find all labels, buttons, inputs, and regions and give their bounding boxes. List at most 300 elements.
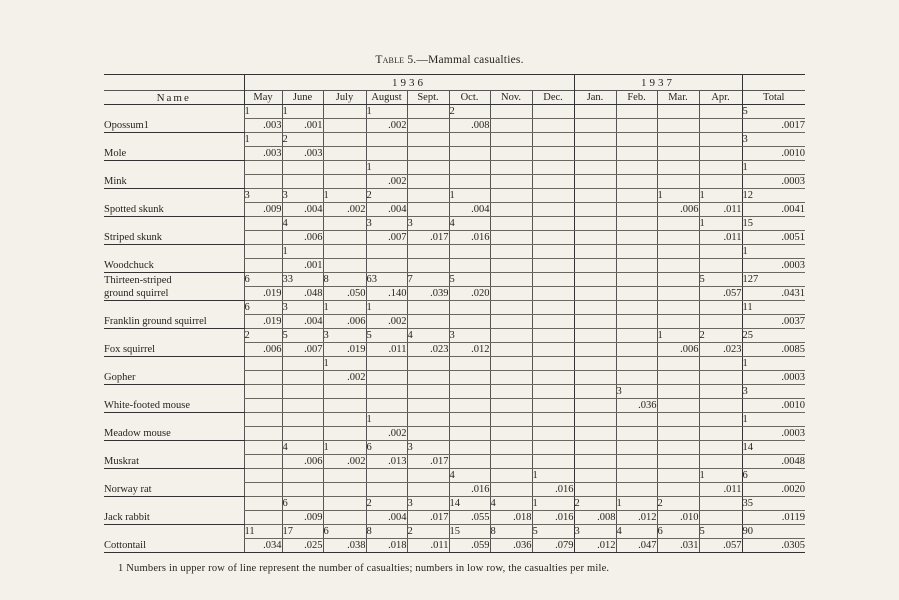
per-mile-cell xyxy=(282,483,323,497)
count-cell: 12 xyxy=(742,189,805,203)
count-cell: 4 xyxy=(282,441,323,455)
count-cell xyxy=(366,133,407,147)
count-cell: 1 xyxy=(282,105,323,119)
table-row-per-mile xyxy=(104,147,805,161)
count-cell xyxy=(244,217,282,231)
per-mile-cell: .048 xyxy=(282,287,323,301)
count-cell xyxy=(282,161,323,175)
year-1937-header: 1937 xyxy=(574,75,742,91)
count-cell: 1 xyxy=(657,329,699,343)
count-cell: 4 xyxy=(616,525,657,539)
per-mile-cell xyxy=(574,399,616,413)
count-cell xyxy=(699,441,742,455)
per-mile-cell: .006 xyxy=(323,315,366,329)
count-cell xyxy=(407,245,449,259)
mammal-name: Meadow mouse xyxy=(104,427,244,441)
table-row-per-mile xyxy=(104,427,805,441)
per-mile-cell xyxy=(449,315,490,329)
per-mile-cell xyxy=(449,175,490,189)
mammal-name: Striped skunk xyxy=(104,231,244,245)
count-cell xyxy=(532,301,574,315)
count-cell xyxy=(532,133,574,147)
per-mile-cell: .0017 xyxy=(742,119,805,133)
count-cell: 4 xyxy=(407,329,449,343)
per-mile-cell: .017 xyxy=(407,455,449,469)
table-row-per-mile xyxy=(104,175,805,189)
count-cell: 14 xyxy=(742,441,805,455)
count-cell xyxy=(407,133,449,147)
per-mile-cell xyxy=(657,119,699,133)
count-cell xyxy=(532,273,574,287)
count-cell xyxy=(366,469,407,483)
per-mile-cell xyxy=(407,147,449,161)
per-mile-cell xyxy=(699,399,742,413)
per-mile-cell xyxy=(532,203,574,217)
count-cell xyxy=(282,385,323,399)
per-mile-cell xyxy=(449,259,490,273)
per-mile-cell: .008 xyxy=(574,511,616,525)
count-cell xyxy=(699,385,742,399)
count-cell xyxy=(490,469,532,483)
count-cell xyxy=(244,161,282,175)
per-mile-cell xyxy=(699,119,742,133)
per-mile-cell xyxy=(616,203,657,217)
mammal-name-continued: ground squirrel xyxy=(104,287,244,301)
per-mile-cell xyxy=(490,371,532,385)
count-cell xyxy=(699,105,742,119)
month-header: June xyxy=(282,91,323,105)
month-header: Feb. xyxy=(616,91,657,105)
per-mile-cell xyxy=(323,427,366,441)
count-cell: 6 xyxy=(282,497,323,511)
per-mile-cell xyxy=(323,483,366,497)
table-row-counts xyxy=(104,329,805,343)
count-cell: 1 xyxy=(699,189,742,203)
count-cell: 1 xyxy=(532,497,574,511)
mammal-name: White-footed mouse xyxy=(104,399,244,413)
count-cell xyxy=(366,245,407,259)
per-mile-cell: .079 xyxy=(532,539,574,553)
mammal-name: Woodchuck xyxy=(104,259,244,273)
count-cell xyxy=(490,413,532,427)
per-mile-cell: .0305 xyxy=(742,539,805,553)
per-mile-cell: .011 xyxy=(407,539,449,553)
count-cell: 3 xyxy=(574,525,616,539)
count-cell: 3 xyxy=(616,385,657,399)
count-cell xyxy=(532,413,574,427)
count-cell: 2 xyxy=(449,105,490,119)
count-cell xyxy=(616,161,657,175)
table-row-per-mile xyxy=(104,203,805,217)
per-mile-cell: .055 xyxy=(449,511,490,525)
per-mile-cell xyxy=(532,259,574,273)
per-mile-cell: .0041 xyxy=(742,203,805,217)
count-cell xyxy=(282,413,323,427)
per-mile-cell xyxy=(532,399,574,413)
table-title-text: 5.—Mammal casualties. xyxy=(407,54,524,66)
per-mile-cell xyxy=(282,427,323,441)
count-cell xyxy=(532,161,574,175)
per-mile-cell xyxy=(490,343,532,357)
per-mile-cell: .0010 xyxy=(742,399,805,413)
table-row-counts xyxy=(104,441,805,455)
per-mile-cell xyxy=(366,371,407,385)
per-mile-cell xyxy=(699,259,742,273)
per-mile-cell xyxy=(574,147,616,161)
per-mile-cell xyxy=(532,287,574,301)
per-mile-cell: .012 xyxy=(574,539,616,553)
per-mile-cell: .006 xyxy=(282,455,323,469)
count-cell xyxy=(407,469,449,483)
per-mile-cell xyxy=(657,259,699,273)
per-mile-cell xyxy=(449,399,490,413)
count-cell xyxy=(490,133,532,147)
count-cell: 6 xyxy=(244,273,282,287)
per-mile-cell: .004 xyxy=(366,203,407,217)
count-cell: 35 xyxy=(742,497,805,511)
count-cell: 5 xyxy=(742,105,805,119)
table-row-per-mile xyxy=(104,287,805,301)
count-cell xyxy=(449,301,490,315)
per-mile-cell: .019 xyxy=(323,343,366,357)
count-cell xyxy=(574,105,616,119)
count-cell xyxy=(657,245,699,259)
count-cell xyxy=(532,245,574,259)
table-row-counts xyxy=(104,133,805,147)
name-column-header: Name xyxy=(104,91,244,105)
per-mile-cell: .036 xyxy=(616,399,657,413)
count-cell: 1 xyxy=(699,469,742,483)
per-mile-cell xyxy=(616,175,657,189)
per-mile-cell: .0085 xyxy=(742,343,805,357)
count-cell xyxy=(699,245,742,259)
table-row-per-mile xyxy=(104,371,805,385)
per-mile-cell xyxy=(574,259,616,273)
month-header: Nov. xyxy=(490,91,532,105)
month-header-row xyxy=(104,91,805,105)
per-mile-cell xyxy=(282,371,323,385)
footnote: 1 Numbers in upper row of line represent the number of casualties; numbers in low row, the casualties per mile. xyxy=(118,563,610,574)
month-header: Apr. xyxy=(699,91,742,105)
month-header: July xyxy=(323,91,366,105)
table-row-counts xyxy=(104,357,805,371)
per-mile-cell xyxy=(574,427,616,441)
count-cell xyxy=(574,469,616,483)
count-cell xyxy=(616,413,657,427)
per-mile-cell xyxy=(282,175,323,189)
count-cell: 2 xyxy=(366,497,407,511)
count-cell xyxy=(244,497,282,511)
per-mile-cell xyxy=(449,371,490,385)
count-cell: 6 xyxy=(244,301,282,315)
count-cell: 15 xyxy=(742,217,805,231)
count-cell xyxy=(616,133,657,147)
count-cell: 3 xyxy=(407,441,449,455)
count-cell: 8 xyxy=(490,525,532,539)
per-mile-cell: .0051 xyxy=(742,231,805,245)
month-header: Mar. xyxy=(657,91,699,105)
count-cell: 90 xyxy=(742,525,805,539)
count-cell: 1 xyxy=(323,189,366,203)
count-cell xyxy=(449,441,490,455)
per-mile-cell: .036 xyxy=(490,539,532,553)
count-cell: 3 xyxy=(407,217,449,231)
per-mile-cell xyxy=(657,175,699,189)
mammal-name: Franklin ground squirrel xyxy=(104,315,244,329)
per-mile-cell xyxy=(616,483,657,497)
per-mile-cell xyxy=(532,455,574,469)
per-mile-cell xyxy=(616,343,657,357)
count-cell xyxy=(699,161,742,175)
per-mile-cell: .023 xyxy=(699,343,742,357)
per-mile-cell xyxy=(490,315,532,329)
count-cell: 1 xyxy=(244,105,282,119)
per-mile-cell: .011 xyxy=(699,483,742,497)
per-mile-cell xyxy=(407,399,449,413)
table-row-counts xyxy=(104,301,805,315)
per-mile-cell: .016 xyxy=(449,231,490,245)
table-row-counts xyxy=(104,189,805,203)
count-cell: 4 xyxy=(449,217,490,231)
table-row-counts xyxy=(104,385,805,399)
count-cell xyxy=(244,245,282,259)
per-mile-cell: .0119 xyxy=(742,511,805,525)
per-mile-cell: .020 xyxy=(449,287,490,301)
per-mile-cell xyxy=(616,231,657,245)
per-mile-cell: .002 xyxy=(366,427,407,441)
count-cell: 3 xyxy=(742,385,805,399)
count-cell: 6 xyxy=(366,441,407,455)
per-mile-cell xyxy=(699,427,742,441)
mammal-name: Fox squirrel xyxy=(104,343,244,357)
count-cell xyxy=(699,497,742,511)
per-mile-cell: .009 xyxy=(282,511,323,525)
per-mile-cell xyxy=(490,399,532,413)
count-cell: 8 xyxy=(366,525,407,539)
count-cell xyxy=(574,385,616,399)
per-mile-cell: .016 xyxy=(449,483,490,497)
count-cell: 33 xyxy=(282,273,323,287)
count-cell: 1 xyxy=(699,217,742,231)
count-cell xyxy=(657,217,699,231)
per-mile-cell: .039 xyxy=(407,287,449,301)
per-mile-cell xyxy=(616,315,657,329)
count-cell xyxy=(616,189,657,203)
per-mile-cell: .002 xyxy=(366,175,407,189)
count-cell xyxy=(616,245,657,259)
per-mile-cell xyxy=(407,315,449,329)
per-mile-cell xyxy=(574,231,616,245)
per-mile-cell xyxy=(407,119,449,133)
count-cell: 1 xyxy=(366,301,407,315)
mammal-name: Gopher xyxy=(104,371,244,385)
count-cell: 5 xyxy=(532,525,574,539)
count-cell: 1 xyxy=(742,245,805,259)
per-mile-cell: .023 xyxy=(407,343,449,357)
count-cell xyxy=(449,385,490,399)
per-mile-cell xyxy=(490,483,532,497)
count-cell: 3 xyxy=(282,189,323,203)
count-cell: 1 xyxy=(366,105,407,119)
count-cell xyxy=(407,301,449,315)
count-cell xyxy=(490,273,532,287)
per-mile-cell xyxy=(532,371,574,385)
per-mile-cell xyxy=(616,259,657,273)
per-mile-cell xyxy=(366,483,407,497)
count-cell: 4 xyxy=(449,469,490,483)
table-row-per-mile xyxy=(104,259,805,273)
count-cell: 2 xyxy=(657,497,699,511)
per-mile-cell: .0003 xyxy=(742,175,805,189)
per-mile-cell xyxy=(244,259,282,273)
count-cell: 1 xyxy=(449,189,490,203)
count-cell: 2 xyxy=(574,497,616,511)
per-mile-cell xyxy=(699,147,742,161)
mammal-casualties-table xyxy=(104,74,805,553)
count-cell xyxy=(323,133,366,147)
count-cell xyxy=(323,497,366,511)
count-cell xyxy=(657,469,699,483)
per-mile-cell xyxy=(532,147,574,161)
per-mile-cell: .031 xyxy=(657,539,699,553)
per-mile-cell: .047 xyxy=(616,539,657,553)
count-cell xyxy=(574,441,616,455)
count-cell xyxy=(532,357,574,371)
per-mile-cell xyxy=(574,287,616,301)
count-cell: 2 xyxy=(699,329,742,343)
per-mile-cell xyxy=(574,203,616,217)
count-cell xyxy=(657,413,699,427)
per-mile-cell: .0003 xyxy=(742,427,805,441)
month-header: Sept. xyxy=(407,91,449,105)
per-mile-cell xyxy=(657,315,699,329)
per-mile-cell xyxy=(282,399,323,413)
count-cell: 1 xyxy=(657,189,699,203)
count-cell: 2 xyxy=(244,329,282,343)
count-cell xyxy=(366,357,407,371)
count-cell xyxy=(490,357,532,371)
mammal-name: Cottontail xyxy=(104,539,244,553)
per-mile-cell: .008 xyxy=(449,119,490,133)
per-mile-cell: .019 xyxy=(244,287,282,301)
per-mile-cell xyxy=(244,175,282,189)
table-row-counts xyxy=(104,525,805,539)
mammal-name: Spotted skunk xyxy=(104,203,244,217)
count-cell xyxy=(407,105,449,119)
count-cell: 5 xyxy=(699,273,742,287)
per-mile-cell xyxy=(657,455,699,469)
count-cell: 1 xyxy=(244,133,282,147)
per-mile-cell xyxy=(490,259,532,273)
per-mile-cell: .004 xyxy=(282,315,323,329)
per-mile-cell xyxy=(366,147,407,161)
per-mile-cell xyxy=(449,427,490,441)
count-cell xyxy=(616,469,657,483)
count-cell xyxy=(282,357,323,371)
per-mile-cell xyxy=(657,427,699,441)
count-cell xyxy=(532,441,574,455)
per-mile-cell xyxy=(366,399,407,413)
count-cell: 4 xyxy=(490,497,532,511)
per-mile-cell: .009 xyxy=(244,203,282,217)
count-cell xyxy=(244,357,282,371)
count-cell: 1 xyxy=(532,469,574,483)
per-mile-cell: .0020 xyxy=(742,483,805,497)
per-mile-cell xyxy=(574,455,616,469)
mammal-name: Jack rabbit xyxy=(104,511,244,525)
count-cell xyxy=(407,189,449,203)
count-cell xyxy=(532,385,574,399)
count-cell: 1 xyxy=(323,357,366,371)
table-row-per-mile xyxy=(104,483,805,497)
per-mile-cell: .004 xyxy=(366,511,407,525)
count-cell: 3 xyxy=(366,217,407,231)
per-mile-cell: .001 xyxy=(282,119,323,133)
count-cell: 1 xyxy=(742,161,805,175)
per-mile-cell xyxy=(244,511,282,525)
per-mile-cell xyxy=(699,511,742,525)
per-mile-cell xyxy=(244,483,282,497)
count-cell xyxy=(699,301,742,315)
table-row-per-mile xyxy=(104,539,805,553)
count-cell xyxy=(323,385,366,399)
per-mile-cell xyxy=(574,119,616,133)
table-row-per-mile xyxy=(104,399,805,413)
per-mile-cell xyxy=(532,315,574,329)
count-cell xyxy=(657,301,699,315)
per-mile-cell xyxy=(532,231,574,245)
count-cell: 7 xyxy=(407,273,449,287)
count-cell: 3 xyxy=(244,189,282,203)
mammal-name: Norway rat xyxy=(104,483,244,497)
count-cell xyxy=(407,161,449,175)
per-mile-cell: .003 xyxy=(244,119,282,133)
count-cell: 5 xyxy=(449,273,490,287)
per-mile-cell xyxy=(323,119,366,133)
table-title-prefix: Table xyxy=(375,54,405,66)
count-cell: 5 xyxy=(699,525,742,539)
count-cell: 6 xyxy=(742,469,805,483)
per-mile-cell: .012 xyxy=(616,511,657,525)
per-mile-cell xyxy=(323,259,366,273)
count-cell xyxy=(657,133,699,147)
per-mile-cell xyxy=(366,259,407,273)
per-mile-cell xyxy=(244,371,282,385)
per-mile-cell xyxy=(490,175,532,189)
per-mile-cell: .0003 xyxy=(742,259,805,273)
count-cell xyxy=(574,273,616,287)
count-cell xyxy=(616,273,657,287)
count-cell xyxy=(657,273,699,287)
count-cell xyxy=(574,217,616,231)
table-row-per-mile xyxy=(104,343,805,357)
per-mile-cell: .006 xyxy=(282,231,323,245)
per-mile-cell xyxy=(407,427,449,441)
table-row-per-mile xyxy=(104,455,805,469)
count-cell xyxy=(616,329,657,343)
month-header: Oct. xyxy=(449,91,490,105)
count-cell: 3 xyxy=(742,133,805,147)
count-cell: 1 xyxy=(282,245,323,259)
count-cell xyxy=(616,441,657,455)
count-cell: 1 xyxy=(742,413,805,427)
per-mile-cell: .025 xyxy=(282,539,323,553)
per-mile-cell: .018 xyxy=(490,511,532,525)
per-mile-cell xyxy=(532,175,574,189)
count-cell xyxy=(699,133,742,147)
per-mile-cell: .002 xyxy=(366,315,407,329)
mammal-name: Thirteen-striped xyxy=(104,274,172,286)
